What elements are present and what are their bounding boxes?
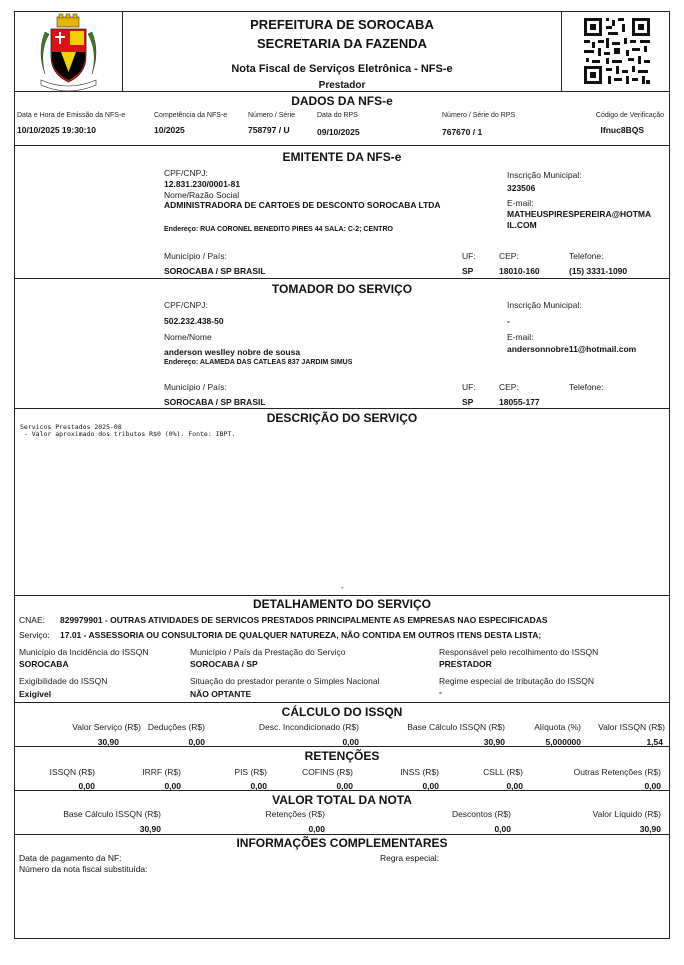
ret-label: INSS (R$) <box>400 767 439 777</box>
cnae-label: CNAE: <box>19 615 45 625</box>
nfse-section-title: DADOS DA NFS-e <box>291 94 393 108</box>
substituida-label: Número da nota fiscal substituída: <box>19 864 148 874</box>
tomador-title: TOMADOR DO SERVIÇO <box>271 282 413 296</box>
codigo-value: Ifnuc8BQS <box>600 125 644 135</box>
data-rps-label: Data do RPS <box>317 112 358 119</box>
emitente-section <box>14 145 670 279</box>
calc-value: 5,000000 <box>545 737 581 747</box>
mun-incidencia-label: Município da Incidência do ISSQN <box>19 647 149 657</box>
regime-value: - <box>439 687 442 697</box>
ret-label: IRRF (R$) <box>142 767 181 777</box>
complementares-section <box>14 834 670 939</box>
emitente-cpf-value: 12.831.230/0001-81 <box>164 179 241 189</box>
simples-value: NÃO OPTANTE <box>190 689 252 699</box>
qr-code-box <box>561 11 670 92</box>
complementares-title: INFORMAÇÕES COMPLEMENTARES <box>236 836 448 850</box>
emitente-cep-label: CEP: <box>499 251 519 261</box>
responsavel-value: PRESTADOR <box>439 659 492 669</box>
total-label: Valor Líquido (R$) <box>592 809 661 819</box>
tomador-uf-label: UF: <box>462 382 476 392</box>
emitente-tel-value: (15) 3331-1090 <box>569 266 628 276</box>
tomador-nome-label: Nome/Nome <box>164 332 212 342</box>
emitente-title: EMITENTE DA NFS-e <box>282 150 402 164</box>
emitente-municipio-value: SOROCABA / SP BRASIL <box>164 266 266 276</box>
qr-code-icon <box>582 16 652 86</box>
descricao-title: DESCRIÇÃO DO SERVIÇO <box>266 411 418 425</box>
retencoes-section <box>14 746 670 791</box>
total-value: 0,00 <box>494 824 511 834</box>
descricao-section <box>14 408 670 596</box>
header-line1: PREFEITURA DE SOROCABA <box>250 17 434 32</box>
tomador-email-value: andersonnobre11@hotmail.com <box>507 344 637 354</box>
total-value: 30,90 <box>639 824 661 834</box>
ret-value: 0,00 <box>164 781 181 791</box>
retencoes-title: RETENÇÕES <box>304 749 380 763</box>
ret-label: Outras Retenções (R$) <box>573 767 661 777</box>
total-label: Base Cálculo ISSQN (R$) <box>63 809 161 819</box>
coat-of-arms-logo <box>15 12 122 91</box>
calc-value: 0,00 <box>342 737 359 747</box>
emitente-email-line1: MATHEUSPIRESPEREIRA@HOTMA <box>507 209 652 219</box>
servico-value: 17.01 - ASSESSORIA OU CONSULTORIA DE QUALQUER NATUREZA, NÃO CONTIDA EM OUTROS ITENS DESTA LISTA; <box>60 630 542 640</box>
total-title: VALOR TOTAL DA NOTA <box>272 793 412 807</box>
descricao-footer-mark: - <box>341 583 344 592</box>
emitente-nome-value: ADMINISTRADORA DE CARTOES DE DESCONTO SOROCABA LTDA <box>164 200 441 210</box>
tomador-nome-value: anderson weslley nobre de sousa <box>164 347 301 357</box>
data-rps-value: 09/10/2025 <box>317 127 360 137</box>
regime-label: Regime especial de tributação do ISSQN <box>439 676 594 686</box>
emissao-label: Data e Hora de Emissão da NFS-e <box>17 112 126 119</box>
emitente-municipio-label: Município / País: <box>164 251 227 261</box>
total-label: Descontos (R$) <box>451 809 511 819</box>
ret-value: 0,00 <box>644 781 661 791</box>
emitente-nome-label: Nome/Razão Social <box>164 190 240 200</box>
codigo-label: Código de Verificação <box>595 112 664 119</box>
responsavel-label: Responsável pelo recolhimento do ISSQN <box>439 647 599 657</box>
ret-label: ISSQN (R$) <box>49 767 95 777</box>
tomador-email-label: E-mail: <box>507 332 534 342</box>
ret-label: CSLL (R$) <box>483 767 523 777</box>
competencia-label: Competência da NFS-e <box>154 112 228 119</box>
nfse-data-section <box>14 91 670 145</box>
emitente-uf-value: SP <box>462 266 474 276</box>
numero-value: 758797 / U <box>248 125 290 135</box>
descricao-line2: - Valor aproximado dos tributos R$0 (0%). Fonte: IBPT. <box>20 430 236 438</box>
tomador-endereco: Endereço: ALAMEDA DAS CATLEAS 837 JARDIM SIMUS <box>164 359 353 366</box>
document-subtitle: Prestador <box>318 80 366 91</box>
calc-value: 30,90 <box>97 737 119 747</box>
simples-label: Situação do prestador perante o Simples Nacional <box>190 676 380 686</box>
ret-label: PIS (R$) <box>234 767 267 777</box>
mun-incidencia-value: SOROCABA <box>19 659 69 669</box>
detalhamento-section <box>14 595 670 702</box>
emitente-email-line2: IL.COM <box>507 220 537 230</box>
competencia-value: 10/2025 <box>154 125 185 135</box>
total-section <box>14 790 670 835</box>
header-title-box <box>122 11 562 92</box>
calc-value: 0,00 <box>188 737 205 747</box>
total-label: Retenções (R$) <box>265 809 325 819</box>
calculo-section <box>14 702 670 747</box>
emitente-tel-label: Telefone: <box>569 251 604 261</box>
numero-rps-value: 767670 / 1 <box>442 127 483 137</box>
calc-label: Alíquota (%) <box>534 722 581 732</box>
tomador-insc-value: - <box>507 316 510 326</box>
ret-value: 0,00 <box>78 781 95 791</box>
calculo-title: CÁLCULO DO ISSQN <box>281 705 403 719</box>
coat-of-arms-box <box>14 11 123 92</box>
calc-value: 1,54 <box>646 737 663 747</box>
calc-value: 30,90 <box>483 737 505 747</box>
descricao-line1: Servicos Prestados 2025-08 <box>20 423 122 431</box>
tomador-municipio-label: Município / País: <box>164 382 227 392</box>
emitente-email-label: E-mail: <box>507 198 534 208</box>
document-title: Nota Fiscal de Serviços Eletrônica - NFS-e <box>231 63 453 75</box>
emitente-cpf-label: CPF/CNPJ: <box>164 168 208 178</box>
emissao-value: 10/10/2025 19:30:10 <box>17 125 96 135</box>
emitente-uf-label: UF: <box>462 251 476 261</box>
calc-label: Base Cálculo ISSQN (R$) <box>407 722 505 732</box>
servico-label: Serviço: <box>19 630 50 640</box>
numero-rps-label: Número / Série do RPS <box>442 112 516 119</box>
exigibilidade-value: Exigível <box>19 689 52 699</box>
tomador-cep-value: 18055-177 <box>499 397 540 407</box>
mun-prestacao-value: SOROCABA / SP <box>190 659 258 669</box>
ret-value: 0,00 <box>336 781 353 791</box>
mun-prestacao-label: Município / País da Prestação do Serviço <box>190 647 346 657</box>
total-value: 30,90 <box>139 824 161 834</box>
calc-label: Desc. Incondicionado (R$) <box>258 722 359 732</box>
tomador-cep-label: CEP: <box>499 382 519 392</box>
tomador-cpf-label: CPF/CNPJ: <box>164 300 208 310</box>
numero-label: Número / Série <box>248 112 296 119</box>
tomador-cpf-value: 502.232.438-50 <box>164 316 224 326</box>
cnae-value: 829979901 - OUTRAS ATIVIDADES DE SERVICOS PRESTADOS PRINCIPALMENTE AS EMPRESAS NAO ESPECIFICADAS <box>60 615 548 625</box>
emitente-endereco: Endereço: RUA CORONEL BENEDITO PIRES 44 SALA: C-2; CENTRO <box>164 226 393 233</box>
tomador-tel-label: Telefone: <box>569 382 604 392</box>
emitente-cep-value: 18010-160 <box>499 266 540 276</box>
detalhamento-title: DETALHAMENTO DO SERVIÇO <box>252 597 431 611</box>
pagamento-label: Data de pagamento da NF: <box>19 853 122 863</box>
emitente-insc-value: 323506 <box>507 183 536 193</box>
ret-value: 0,00 <box>250 781 267 791</box>
tomador-municipio-value: SOROCABA / SP BRASIL <box>164 397 266 407</box>
tomador-insc-label: Inscrição Municipal: <box>507 300 582 310</box>
exigibilidade-label: Exigibilidade do ISSQN <box>19 676 108 686</box>
calc-label: Valor Serviço (R$) <box>72 722 141 732</box>
ret-value: 0,00 <box>422 781 439 791</box>
calc-label: Deduções (R$) <box>147 722 205 732</box>
header-line2: SECRETARIA DA FAZENDA <box>257 36 427 51</box>
calc-label: Valor ISSQN (R$) <box>598 722 665 732</box>
ret-label: COFINS (R$) <box>302 767 353 777</box>
emitente-insc-label: Inscrição Municipal: <box>507 170 582 180</box>
total-value: 0,00 <box>308 824 325 834</box>
tomador-uf-value: SP <box>462 397 474 407</box>
tomador-section <box>14 278 670 409</box>
ret-value: 0,00 <box>506 781 523 791</box>
regra-label: Regra especial: <box>380 853 440 863</box>
